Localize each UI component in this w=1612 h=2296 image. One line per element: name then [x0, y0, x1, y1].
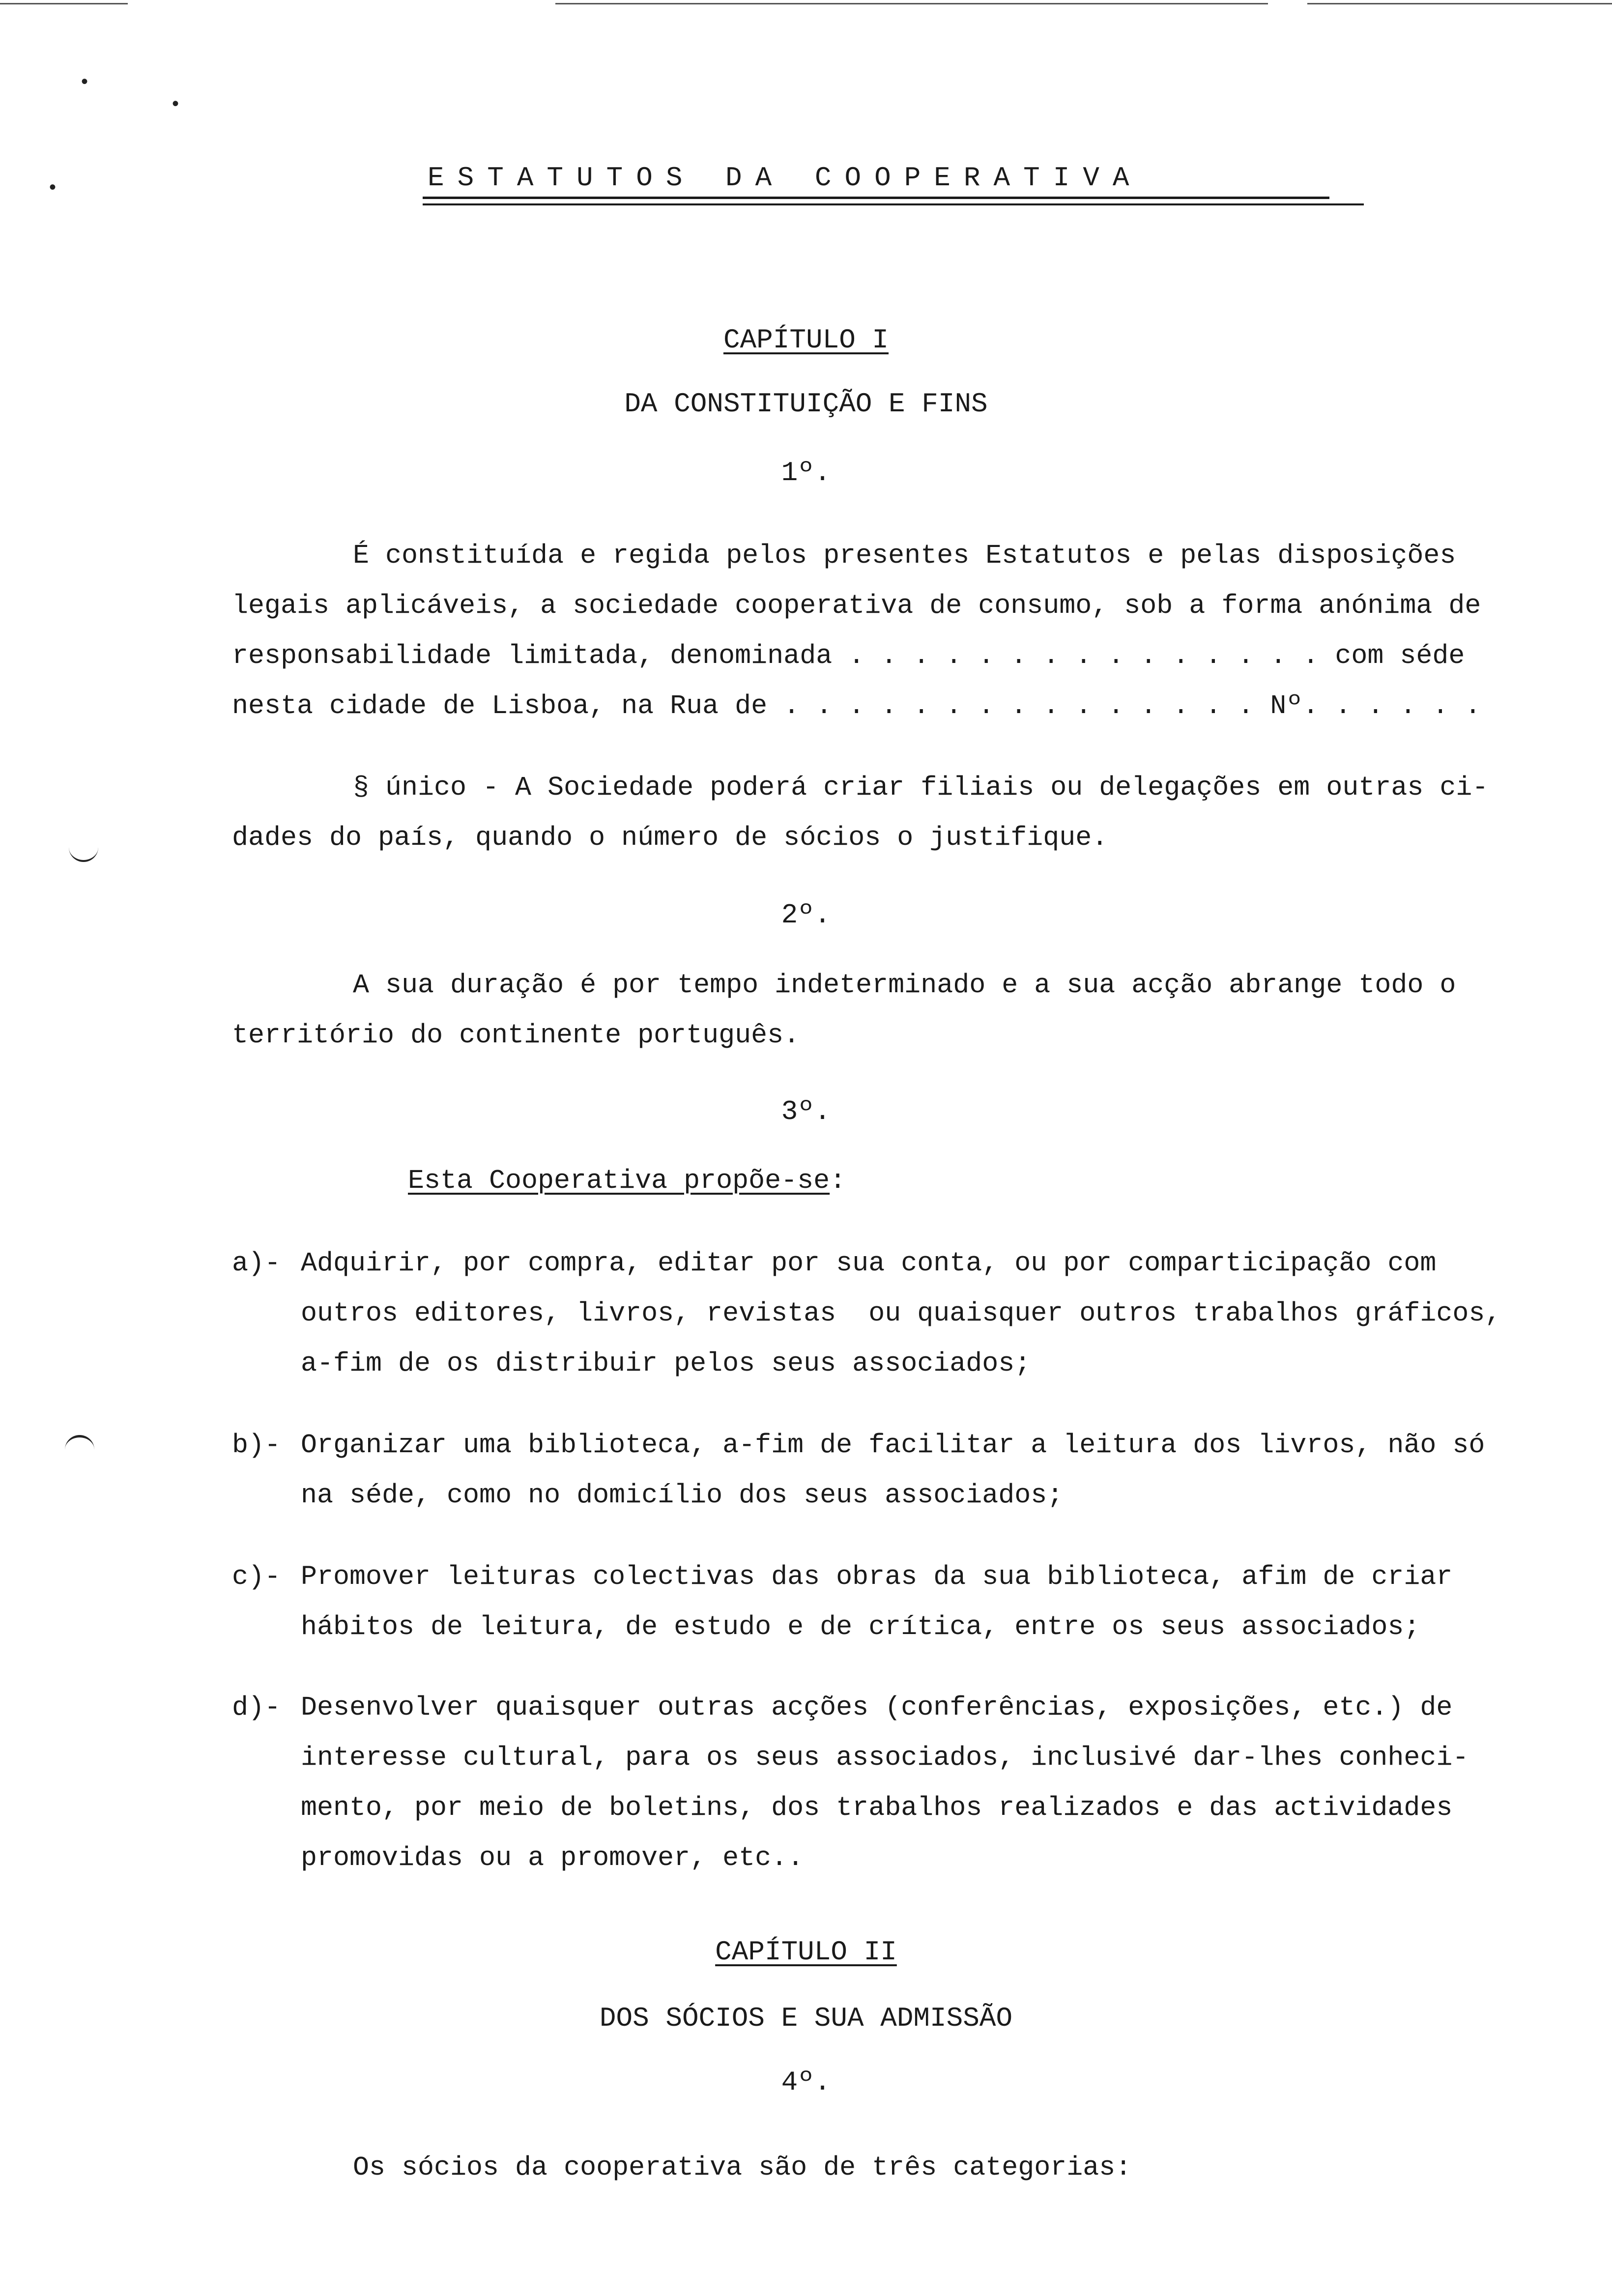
paragraph-line: território do continente português.	[232, 1020, 800, 1051]
article-intro-colon: :	[830, 1165, 846, 1196]
scan-edge-line	[555, 3, 885, 4]
paragraph-line: A sua duração é por tempo indeterminado e a sua acção abrange todo o	[353, 970, 1456, 1001]
document-title: ESTATUTOS DA COOPERATIVA	[428, 162, 1143, 194]
paragraph-line: § único - A Sociedade poderá criar filiais ou delegações em outras ci-	[353, 772, 1489, 803]
chapter-subheading: DA CONSTITUIÇÃO E FINS	[624, 388, 988, 420]
punch-hole-mark	[69, 845, 98, 862]
paragraph-line: É constituída e regida pelos presentes Estatutos e pelas disposições	[353, 540, 1456, 571]
scan-speck: •	[170, 94, 182, 116]
list-item-label: a)-	[232, 1248, 281, 1279]
paragraph-line: Os sócios da cooperativa são de três categorias:	[353, 2152, 1132, 2183]
scan-edge-line	[0, 3, 128, 4]
chapter-heading: CAPÍTULO I	[723, 324, 889, 356]
chapter-heading: CAPÍTULO II	[715, 1936, 897, 1968]
scan-edge-line	[1307, 3, 1612, 4]
list-item-line: Adquirir, por compra, editar por sua conta, ou por comparticipação com	[301, 1248, 1437, 1279]
scan-speck: •	[79, 72, 91, 94]
scan-speck: •	[47, 178, 59, 200]
article-number: 4º.	[781, 2066, 831, 2098]
list-item-line: promovidas ou a promover, etc..	[301, 1842, 804, 1873]
title-underline	[423, 197, 1329, 199]
chapter-subheading: DOS SÓCIOS E SUA ADMISSÃO	[599, 2003, 1013, 2034]
list-item-line: na séde, como no domicílio dos seus associados;	[301, 1480, 1064, 1511]
paragraph-line: responsabilidade limitada, denominada . . . . . . . . . . . . . . . com séde	[232, 640, 1465, 671]
punch-hole-mark	[65, 1435, 94, 1452]
list-item-label: d)-	[232, 1692, 281, 1723]
article-number: 3º.	[781, 1096, 831, 1127]
paragraph-line: dades do país, quando o número de sócios o justifique.	[232, 822, 1108, 853]
article-number: 1º.	[781, 457, 831, 488]
list-item-line: hábitos de leitura, de estudo e de crítica, entre os seus associados;	[301, 1611, 1420, 1642]
list-item-line: mento, por meio de boletins, dos trabalhos realizados e das actividades	[301, 1792, 1453, 1823]
title-underline-double	[423, 203, 1364, 205]
scan-edge-line	[885, 3, 1268, 4]
list-item-line: a-fim de os distribuir pelos seus associados;	[301, 1348, 1031, 1379]
article-intro	[408, 1156, 846, 1206]
list-item-line: Desenvolver quaisquer outras acções (conferências, exposições, etc.) de	[301, 1692, 1453, 1723]
paragraph-line: legais aplicáveis, a sociedade cooperativa de consumo, sob a forma anónima de	[232, 590, 1481, 621]
list-item-line: Organizar uma biblioteca, a-fim de facilitar a leitura dos livros, não só	[301, 1430, 1485, 1461]
list-item-line: outros editores, livros, revistas ou quaisquer outros trabalhos gráficos,	[301, 1298, 1501, 1329]
article-intro-text: Esta Cooperativa propõe-se	[408, 1165, 830, 1196]
list-item-line: interesse cultural, para os seus associados, inclusivé dar-lhes conheci-	[301, 1742, 1469, 1773]
list-item-line: Promover leituras colectivas das obras da sua biblioteca, afim de criar	[301, 1561, 1453, 1592]
article-number: 2º.	[781, 899, 831, 931]
paragraph-line: nesta cidade de Lisboa, na Rua de . . . . . . . . . . . . . . . Nº. . . . . .	[232, 690, 1481, 721]
list-item-label: b)-	[232, 1430, 281, 1461]
list-item-label: c)-	[232, 1561, 281, 1592]
